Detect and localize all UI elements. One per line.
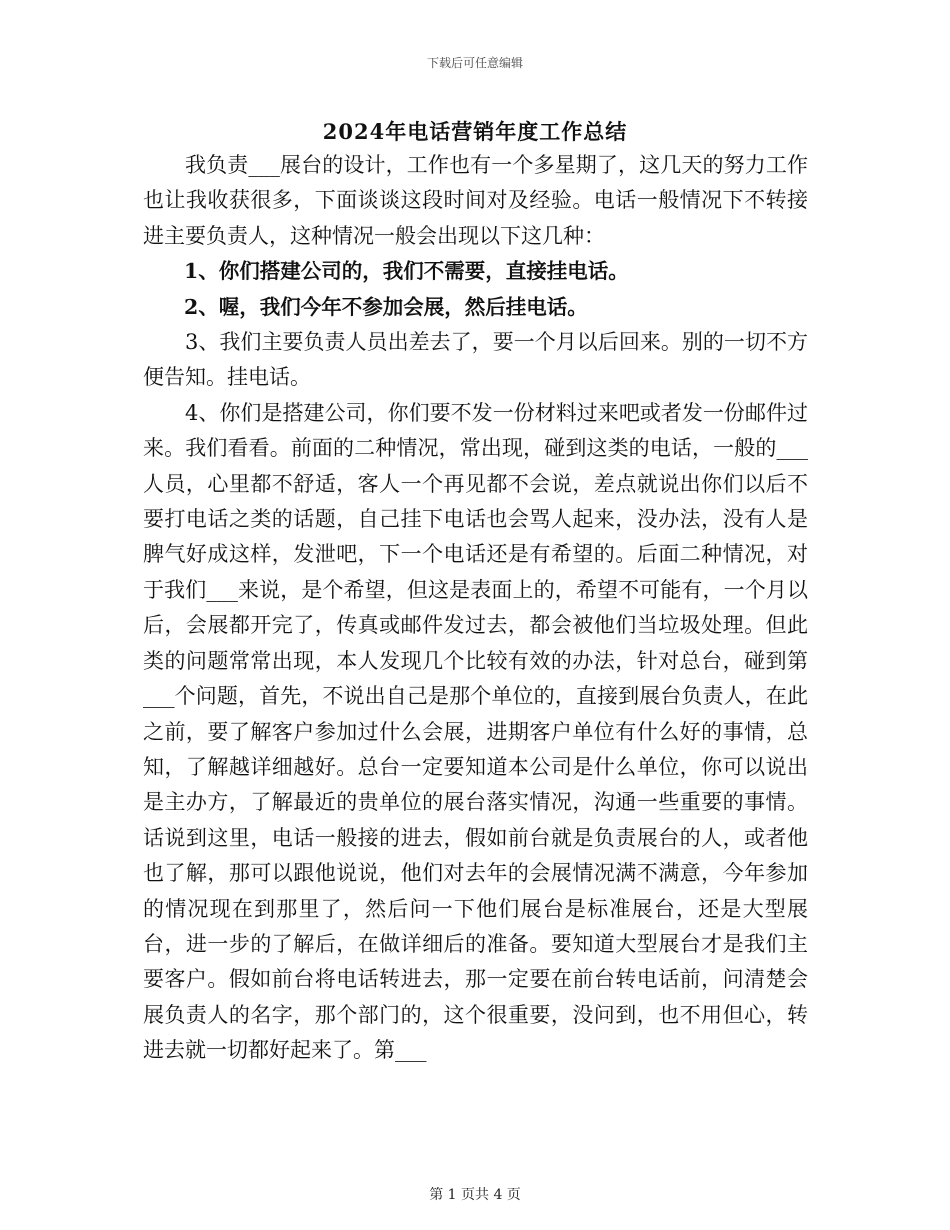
- list-item-4: 4、你们是搭建公司，你们要不发一份材料过来吧或者发一份邮件过来。我们看看。前面的二种情况，常出现，碰到这类的电话，一般的___人员，心里都不舒适，客人一个再见都不会说，差点就说出你们以后不要打电话之类的话题，自己挂下电话也会骂人起来，没办法，没有人是脾气好成这样，发泄吧，下一个电话还是有希望的。后面二种情况，对于我们___来说，是个希望，但这是表面上的，希望不可能有，一个月以后，会展都开完了，传真或邮件发过去，都会被他们当垃圾处理。但此类的问题常常出现，本人发现几个比较有效的办法，针对总台，碰到第___个问题，首先，不说出自己是那个单位的，直接到展台负责人，在此之前，要了解客户参加过什么会展，进期客户单位有什么好的事情，总知，了解越详细越好。总台一定要知道本公司是什么单位，你可以说出是主办方，了解最近的贵单位的展台落实情况，沟通一些重要的事情。话说到这里，电话一般接的进去，假如前台就是负责展台的人，或者他也了解，那可以跟他说说，他们对去年的会展情况满不满意，今年参加的情况现在到那里了，然后问一下他们展台是标准展台，还是大型展台，进一步的了解后，在做详细后的准备。要知道大型展台才是我们主要客户。假如前台将电话转进去，那一定要在前台转电话前，问清楚会展负责人的名字，那个部门的，这个很重要，没问到，也不用但心，转进去就一切都好起来了。第___: [143, 400, 808, 1063]
- list-item-1: 1、你们搭建公司的，我们不需要，直接挂电话。: [184, 259, 629, 284]
- document-title: 2024年电话营销年度工作总结: [322, 119, 628, 144]
- list-item-3: 3、我们主要负责人员出差去了，要一个月以后回来。别的一切不方便告知。挂电话。: [143, 330, 808, 390]
- intro-paragraph: 我负责___展台的设计，工作也有一个多星期了，这几天的努力工作也让我收获很多，下面谈谈这段时间对及经验。电话一般情况下不转接进主要负责人，这种情况一般会出现以下这几种：: [143, 153, 808, 248]
- document-body: [143, 148, 808, 1069]
- page-number-footer: 第 1 页共 4 页: [429, 1187, 521, 1203]
- page-header-note: 下载后可任意编辑: [426, 56, 523, 70]
- list-item-2: 2、喔，我们今年不参加会展，然后挂电话。: [184, 294, 588, 319]
